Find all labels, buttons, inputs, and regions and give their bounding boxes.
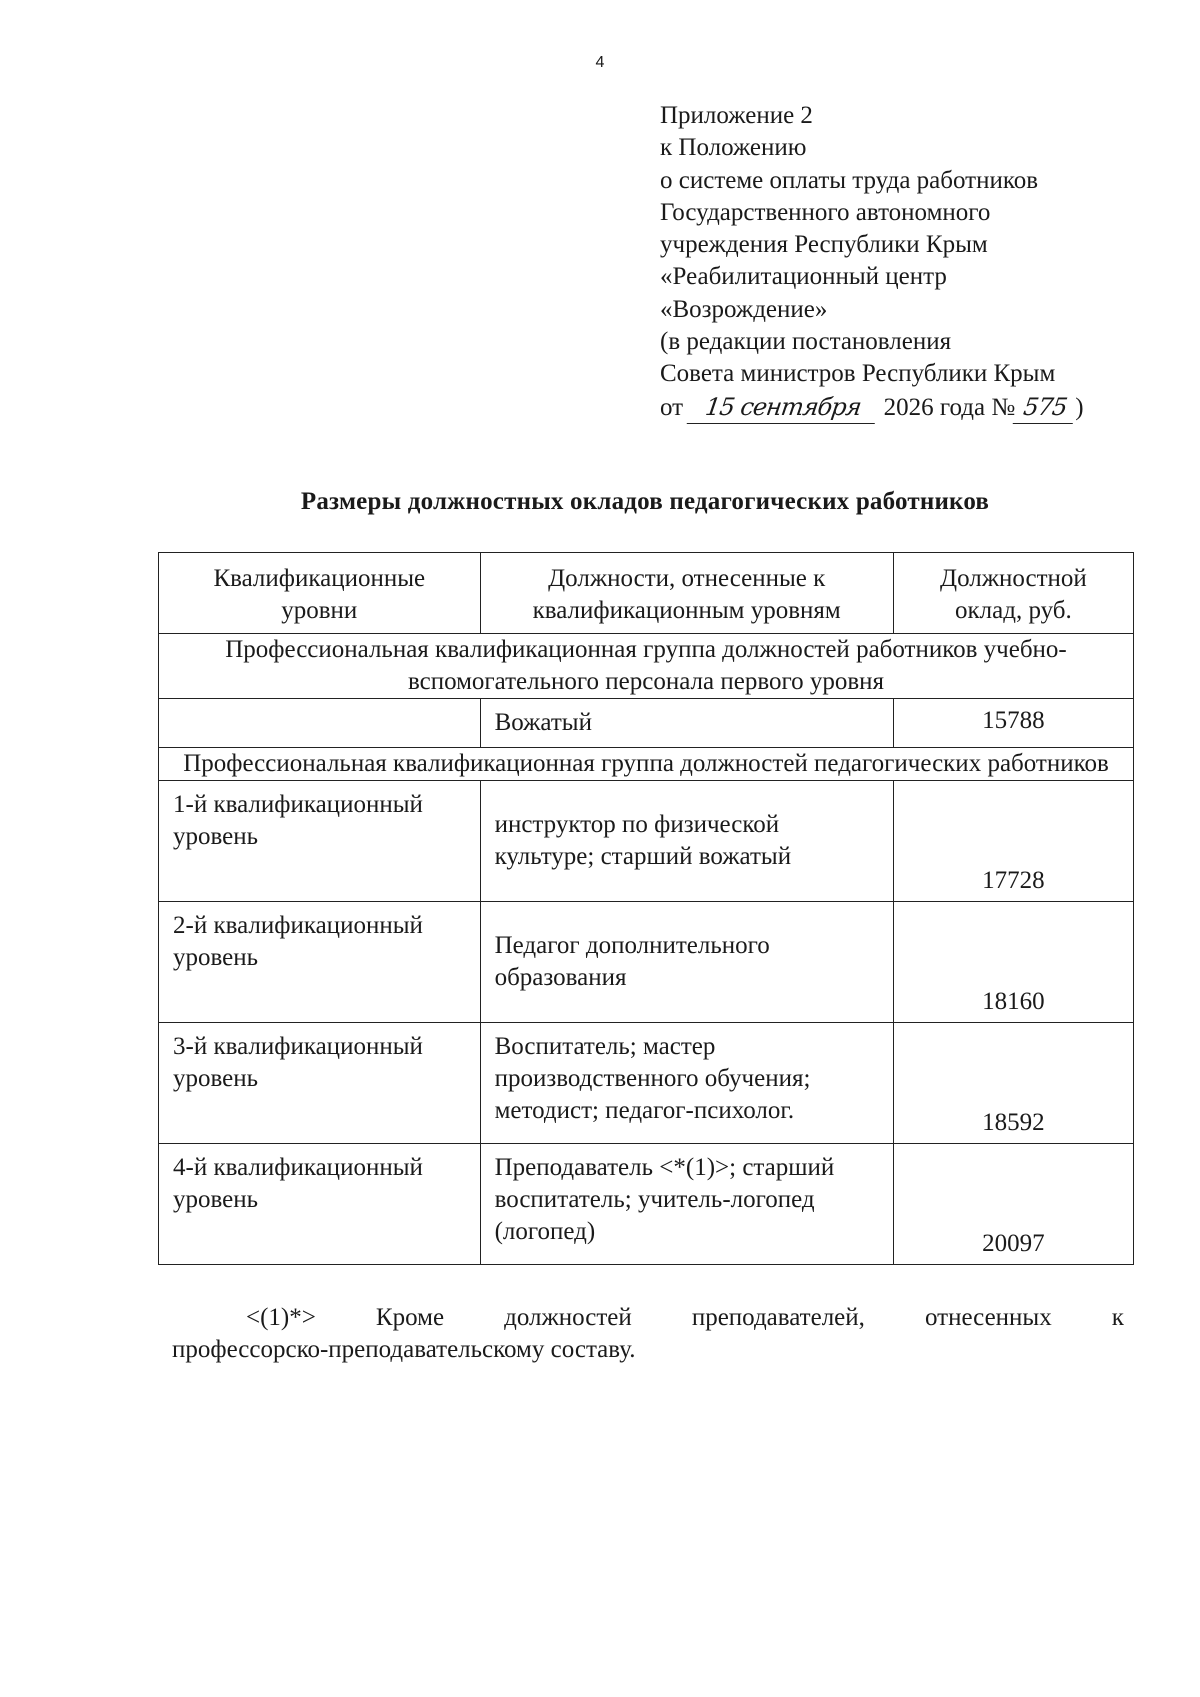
header-salary: Должностной оклад, руб.	[893, 553, 1133, 634]
position-cell: инструктор по физической культуре; старший вожатый	[480, 781, 893, 902]
table-header-row	[159, 553, 1134, 634]
appendix-line: Приложение 2	[660, 102, 813, 129]
table-row	[159, 902, 1134, 1023]
table-row	[159, 1023, 1134, 1144]
table-row	[159, 1144, 1134, 1265]
appendix-line: о системе оплаты труда работников	[660, 166, 1039, 194]
group-row	[159, 634, 1134, 699]
footnote-word: <(1)*>	[246, 1304, 316, 1331]
group-row	[159, 748, 1134, 781]
level-cell: 1-й квалификационный уровень	[159, 781, 481, 902]
position-cell: Преподаватель <*(1)>; старший воспитатель; учитель-логопед (логопед)	[480, 1144, 893, 1265]
salary-cell: 18592	[893, 1023, 1133, 1144]
handwritten-date: 15 сентября	[687, 391, 880, 424]
level-cell: 2-й квалификационный уровень	[159, 902, 481, 1023]
resolution-date-line	[660, 391, 1130, 424]
salary-cell: 20097	[893, 1144, 1133, 1265]
footnote-word: к	[1111, 1304, 1124, 1331]
from-prefix: от	[660, 393, 684, 421]
footnote	[172, 1302, 1124, 1366]
appendix-line: (в редакции постановления	[660, 328, 952, 356]
salary-table	[158, 552, 1134, 1265]
footnote-word: Кроме	[375, 1304, 445, 1331]
year-text: 2026 года №	[883, 393, 1016, 421]
table-row	[159, 781, 1134, 902]
header-levels: Квалификационные уровни	[159, 553, 481, 634]
footnote-word: преподавателей,	[691, 1304, 865, 1331]
document-title: Размеры должностных окладов педагогических работников	[300, 488, 990, 515]
footnote-line-1	[172, 1302, 1124, 1334]
group-title-1: Профессиональная квалификационная группа должностей работников учебно-вспомогательного персонала первого уровня	[159, 634, 1134, 699]
appendix-line: учреждения Республики Крым	[660, 231, 988, 259]
footnote-word: отнесенных	[924, 1304, 1052, 1331]
position-cell: Воспитатель; мастер производственного обучения; методист; педагог-психолог.	[480, 1023, 893, 1144]
appendix-line: Государственного автономного	[660, 198, 991, 226]
level-cell: 3-й квалификационный уровень	[159, 1023, 481, 1144]
salary-cell: 18160	[893, 902, 1133, 1023]
position-cell: Педагог дополнительного образования	[480, 902, 893, 1023]
group-title-2: Профессиональная квалификационная группа должностей педагогических работников	[159, 748, 1134, 781]
appendix-line: Совета министров Республики Крым	[660, 360, 1056, 388]
page-number: 4	[595, 54, 605, 71]
closing-paren: )	[1075, 393, 1084, 421]
salary-cell: 17728	[893, 781, 1133, 902]
level-cell	[159, 699, 481, 748]
footnote-word: должностей	[504, 1304, 632, 1331]
table-row	[159, 699, 1134, 748]
header-positions: Должности, отнесенные к квалификационным уровням	[480, 553, 893, 634]
salary-cell: 15788	[893, 699, 1133, 748]
position-cell: Вожатый	[480, 699, 893, 748]
appendix-line: «Реабилитационный центр	[660, 263, 947, 291]
handwritten-number: 575	[1013, 391, 1078, 424]
level-cell: 4-й квалификационный уровень	[159, 1144, 481, 1265]
appendix-line: к Положению	[660, 134, 807, 162]
footnote-line-2: профессорско-преподавательскому составу.	[172, 1336, 636, 1363]
appendix-line: «Возрождение»	[660, 295, 828, 323]
appendix-header	[660, 100, 1130, 424]
